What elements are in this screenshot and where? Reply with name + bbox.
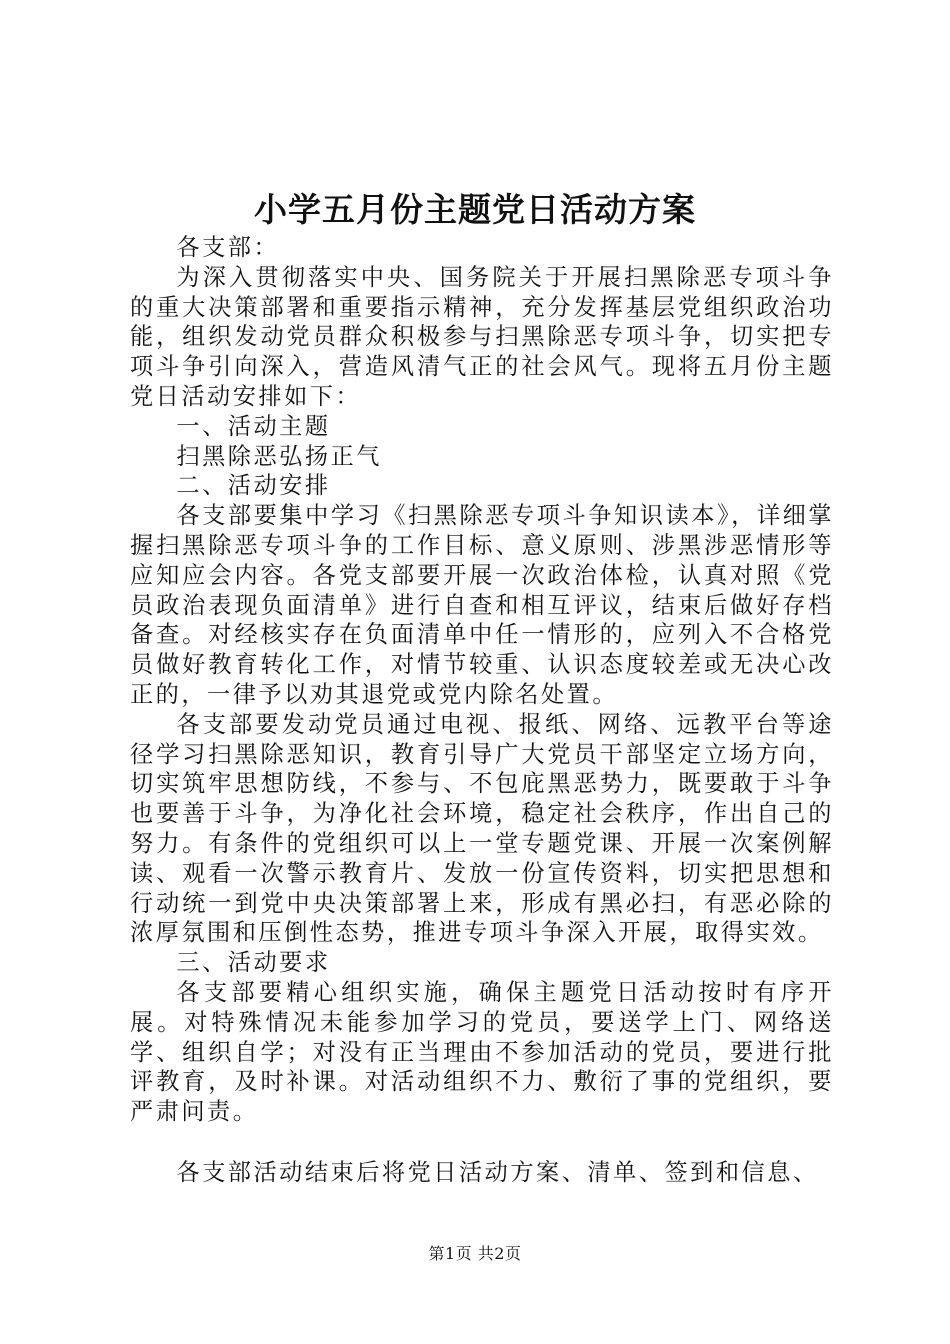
requirements-paragraph: 各支部要精心组织实施，确保主题党日活动按时有序开展。对特殊情况未能参加学习的党员，要送学上门、网络送学、组织自学；对没有正当理由不参加活动的党员，要进行批评教育，及时补课。对活动组织不力、敷衍了事的党组织，要严肃问责。 (130, 978, 834, 1126)
page-number: 第1页 共2页 (428, 1244, 522, 1263)
salutation: 各支部： (176, 234, 280, 261)
section-heading-arrangement: 二、活动安排 (176, 472, 331, 500)
closing-paragraph: 各支部活动结束后将党日活动方案、清单、签到和信息、 (176, 1158, 819, 1186)
page-title: 小学五月份主题党日活动方案 (254, 190, 696, 229)
section-heading-requirements: 三、活动要求 (176, 949, 331, 977)
theme-text: 扫黑除恶弘扬正气 (176, 442, 382, 470)
arrangement-paragraph-2: 各支部要发动党员通过电视、报纸、网络、远教平台等途径学习扫黑除恶知识，教育引导广大党员干部坚定立场方向，切实筑牢思想防线，不参与、不包庇黑恶势力，既要敢于斗争也要善于斗争，为净化社会环境，稳定社会秩序，作出自己的努力。有条件的党组织可以上一堂专题党课、开展一次案例解读、观看一次警示教育片、发放一份宣传资料，切实把思想和行动统一到党中央决策部署上来，形成有黑必扫，有恶必除的浓厚氛围和压倒性态势，推进专项斗争深入开展，取得实效。 (130, 710, 834, 947)
intro-paragraph: 为深入贯彻落实中央、国务院关于开展扫黑除恶专项斗争的重大决策部署和重要指示精神，充分发挥基层党组织政治功能，组织发动党员群众积极参与扫黑除恶专项斗争，切实把专项斗争引向深入，营造风清气正的社会风气。现将五月份主题党日活动安排如下： (130, 263, 834, 410)
section-heading-theme: 一、活动主题 (176, 412, 331, 440)
document-body (130, 233, 834, 1188)
arrangement-paragraph-1: 各支部要集中学习《扫黑除恶专项斗争知识读本》，详细掌握扫黑除恶专项斗争的工作目标、意义原则、涉黑涉恶情形等应知应会内容。各党支部要开展一次政治体检，认真对照《党员政治表现负面清单》进行自查和相互评议，结束后做好存档备查。对经核实存在负面清单中任一情形的，应列入不合格党员做好教育转化工作，对情节较重、认识态度较差或无决心改正的，一律予以劝其退党或党内除名处置。 (130, 502, 834, 708)
